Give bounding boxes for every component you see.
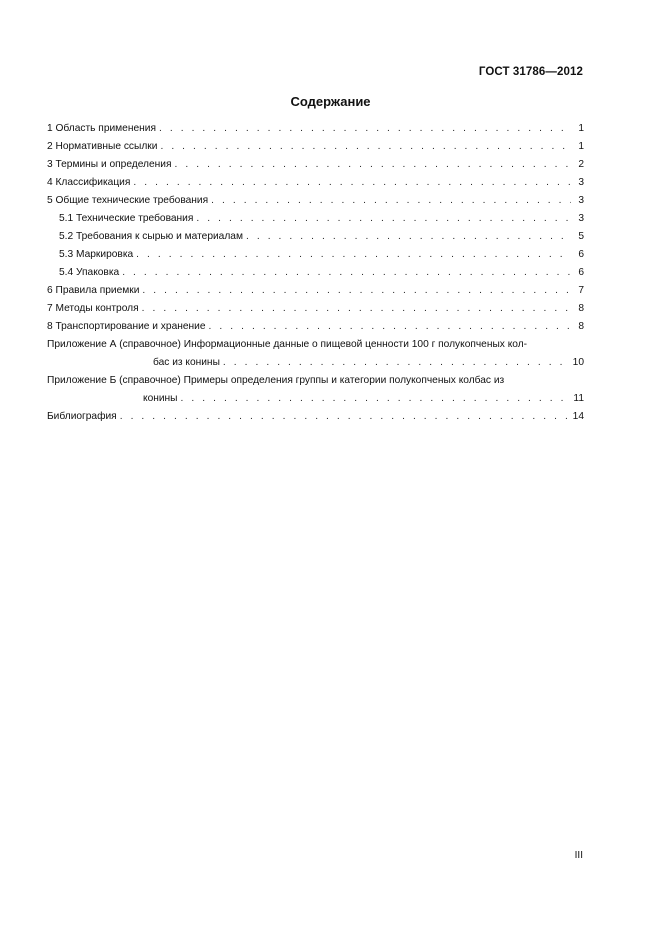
appendix-b-title-continuation: конины [143, 393, 178, 404]
dot-leader [120, 408, 570, 426]
toc-subentry[interactable] [47, 228, 584, 246]
toc-entry-page: 10 [572, 357, 584, 368]
toc-entry-page: 6 [578, 267, 584, 278]
toc-title: Содержание [290, 94, 371, 109]
dot-leader [133, 174, 571, 192]
toc-entry-label: 3 Термины и определения [47, 159, 172, 170]
appendix-a-title-continuation: бас из конины [153, 357, 220, 368]
toc-entry-page: 6 [578, 249, 584, 260]
toc-entry-page: 3 [578, 177, 584, 188]
toc-bibliography[interactable] [47, 408, 584, 426]
dot-leader [142, 300, 571, 318]
toc-entry-label: 5.4 Упаковка [59, 267, 120, 278]
dot-leader [142, 282, 571, 300]
toc-entry[interactable] [47, 156, 584, 174]
dot-leader [174, 156, 571, 174]
toc-entry-label: 6 Правила приемки [47, 285, 140, 296]
toc-entry-label: 4 Классификация [47, 177, 131, 188]
page-number: III [574, 850, 583, 861]
document-id: ГОСТ 31786—2012 [478, 66, 583, 78]
toc-entry-page: 5 [578, 231, 584, 242]
appendix-a-title-line: Приложение А (справочное) Информационные данные о пищевой ценности 100 г полукопченых кол- [47, 339, 528, 350]
dot-leader [160, 138, 571, 156]
dot-leader [209, 318, 571, 336]
toc-entry-page: 2 [578, 159, 584, 170]
appendix-b-title-line: Приложение Б (справочное) Примеры определения группы и категории полукопченых колбас из [47, 375, 505, 386]
toc-entry[interactable] [47, 120, 584, 138]
toc-entry-label: 5.3 Маркировка [59, 249, 134, 260]
toc-entry-label: 5 Общие технические требования [47, 195, 209, 206]
toc-entry-label: Библиография [47, 411, 117, 422]
toc-appendix-a[interactable] [47, 336, 584, 372]
toc-entry-label: 2 Нормативные ссылки [47, 141, 158, 152]
dot-leader [211, 192, 571, 210]
toc-entry-label: 5.1 Технические требования [59, 213, 194, 224]
toc-appendix-b[interactable] [47, 372, 584, 408]
dot-leader [159, 120, 571, 138]
toc-entry-page: 8 [578, 303, 584, 314]
toc-subentry[interactable] [47, 246, 584, 264]
dot-leader [246, 228, 571, 246]
toc-entry[interactable] [47, 138, 584, 156]
toc-subentry[interactable] [47, 210, 584, 228]
toc-entry-label: 8 Транспортирование и хранение [47, 321, 206, 332]
dot-leader [181, 390, 571, 408]
toc-entry-page: 8 [578, 321, 584, 332]
toc-entry[interactable] [47, 174, 584, 192]
toc-entry-page: 3 [578, 195, 584, 206]
dot-leader [223, 354, 570, 372]
toc-entry[interactable] [47, 282, 584, 300]
toc-entry-page: 14 [572, 411, 584, 422]
toc-subentry[interactable] [47, 264, 584, 282]
dot-leader [136, 246, 571, 264]
toc-entry-page: 7 [578, 285, 584, 296]
toc-entry[interactable] [47, 318, 584, 336]
toc-entry-page: 1 [578, 141, 584, 152]
dot-leader [196, 210, 571, 228]
toc-entry-page: 3 [578, 213, 584, 224]
toc-entry[interactable] [47, 300, 584, 318]
toc-entry[interactable] [47, 192, 584, 210]
toc-entry-label: 7 Методы контроля [47, 303, 139, 314]
toc-entry-label: 5.2 Требования к сырью и материалам [59, 231, 243, 242]
dot-leader [122, 264, 571, 282]
table-of-contents [47, 120, 584, 426]
toc-entry-label: 1 Область применения [47, 123, 156, 134]
toc-entry-page: 1 [578, 123, 584, 134]
toc-entry-page: 11 [573, 393, 584, 404]
